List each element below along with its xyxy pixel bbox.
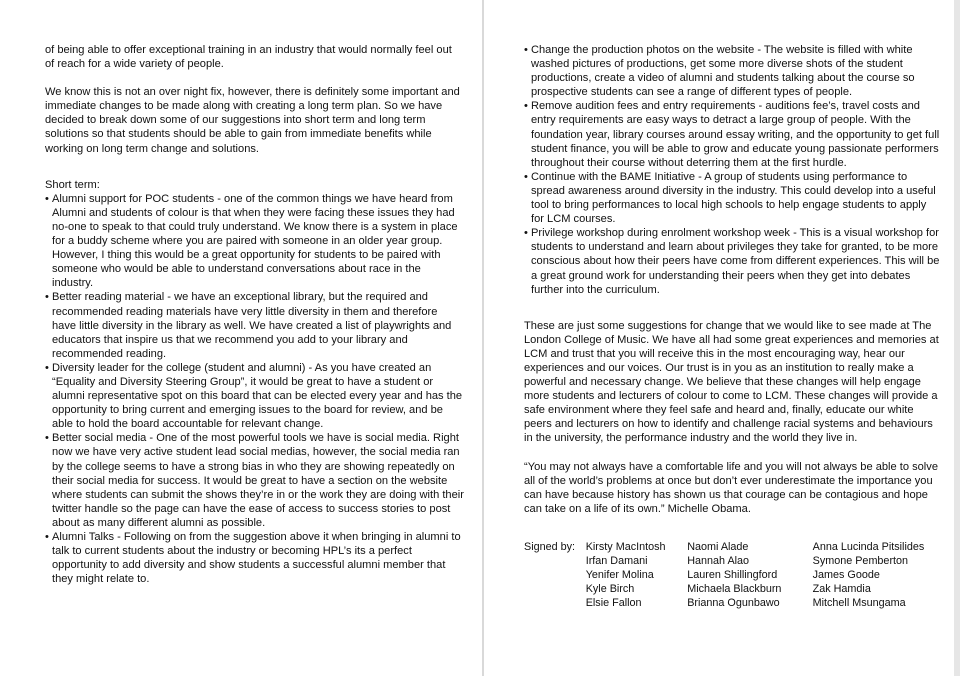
intro-paragraph: of being able to offer exceptional training in an industry that would normally feel out of reach for a wide variety of people. — [45, 44, 452, 71]
signatory-name: Irfan Damani — [585, 555, 648, 567]
signatory-name: James Goode — [812, 569, 880, 582]
list-item: • Change the production photos on the website - The website is filled with white washed pictures of productions, get some more diverse shots of the student productions, create a video of alumni and students talking about the course so prospective students can see a range of different types of people. — [524, 43, 942, 99]
signatory-name: Hannah Alao — [687, 555, 750, 567]
quote-paragraph: “You may not always have a comfortable life and you will not always be able to solve all of the world’s problems at once but don’t ever underestimate the importance you can have because history has shown us that courage can be contagious and hope can take on a life of its own.” Michelle Obama. — [524, 460, 938, 515]
list-item: • Alumni support for POC students - one of the common things we have heard from Alumni and students of colour is that when they were facing these issues they had no-one to speak to that could truly understand. We know there is a system in place for a buddy scheme where you are paired with someone in an older year group. However, I thing this would be a great opportunity for students to be paired with someone who would be able to understand conversations about race in the industry. — [45, 192, 464, 291]
signatory-name: Elsie Fallon — [585, 597, 642, 610]
signatory-name: Naomi Alade — [687, 540, 749, 553]
signatory-name: Kyle Birch — [585, 583, 635, 596]
page-edge — [954, 0, 960, 676]
signatory-name: Symone Pemberton — [812, 555, 909, 567]
signatory-column-3 — [813, 540, 942, 610]
signed-by-label: Signed by: — [524, 540, 576, 553]
signatory-name: Mitchell Msungama — [812, 597, 906, 610]
list-item: • Diversity leader for the college (student and alumni) - As you have created an “Equality and Diversity Steering Group”, it would be great to have a student or alumni representative spot on this board that can be elected every year and has the opportunity to bring current and emerging issues to the board for review, and be able to hold the board accountable for relevant change. — [45, 361, 464, 431]
right-page — [484, 0, 960, 676]
signatory-name: Brianna Ogunbawo — [687, 597, 780, 610]
signatory-column-2 — [687, 540, 812, 610]
signatures-block — [524, 540, 942, 610]
signatory-column-1 — [586, 540, 688, 610]
list-item: • Privilege workshop during enrolment workshop week - This is a visual workshop for students to understand and learn about privileges they take for granted, to be more conscious about how their peers have come from different experiences. This will be a great ground work for understanding their peers when they get into debates further into the curriculum. — [524, 226, 942, 296]
signatory-name: Yenifer Molina — [585, 569, 654, 582]
short-term-list — [45, 192, 464, 587]
list-item: • Continue with the BAME Initiative - A group of students using performance to spread awareness around diversity in the industry. This could develop into a useful tool to bring performances to local high schools to help engage students to apply for LCM courses. — [524, 170, 942, 226]
signatory-name: Lauren Shillingford — [687, 569, 778, 582]
signatory-name: Michaela Blackburn — [687, 583, 782, 596]
list-item: • Better social media - One of the most powerful tools we have is social media. Right now we have very active student lead social medias, however, the social media ran by the college seems to have a strong bias in who they are showing repeatedly on their social media for success. It would be great to have a section on the website where students can submit the shows they’re in or the work they are doing with their twitter handle so the page can have the ease of access to success stories to post about as many different alumni as possible. — [45, 431, 464, 530]
list-item: • Alumni Talks - Following on from the suggestion above it when bringing in alumni to talk to current students about the industry or becoming HPL’s its a perfect opportunity to add diversity and show students a successful alumni member that they might relate to. — [45, 530, 464, 586]
signatory-name: Anna Lucinda Pitsilides — [812, 540, 925, 553]
signatory-name: Zak Hamdia — [812, 583, 871, 596]
plan-paragraph: We know this is not an over night fix, however, there is definitely some important and immediate changes to be made along with creating a long term plan. So we have decided to break down some of our suggestions into short term and long term solutions so that students should be able to gain from immediate benefits while working on long term change and solutions. — [45, 86, 460, 155]
continued-list — [524, 43, 942, 297]
short-term-heading: Short term: — [45, 178, 100, 191]
list-item: • Better reading material - we have an exceptional library, but the required and recommended reading materials have very little diversity in them and therefore have little diversity in the library as well. We have created a list of playwrights and educators that inspire us that we recommend you add to your library and recommended reading. — [45, 290, 464, 360]
list-item: • Remove audition fees and entry requirements - auditions fee’s, travel costs and entry requirements are easy ways to detract a large group of people. With the foundation year, library courses around essay writing, and the opportunity to get full student finance, you will be able to grow and educate young passionate performers throughout their course without deterring them at the first hurdle. — [524, 99, 942, 169]
signatory-name: Kirsty MacIntosh — [585, 540, 666, 553]
closing-paragraph: These are just some suggestions for change that we would like to see made at The London College of Music. We have all had some great experiences and memories at LCM and trust that you will receive this in the most encouraging way, hear our experiences and our voices. Our trust is in you as an institution to really make a powerful and necessary change. We believe that these changes will help engage more students and lecturers of colour to come to LCM. These changes will provide a safe environment where they feel safe and heard and, finally, educate our white peers and lecturers on how to identify and challenge racial systems and behaviours in the university, the performance industry and the world they live in. — [524, 319, 939, 445]
